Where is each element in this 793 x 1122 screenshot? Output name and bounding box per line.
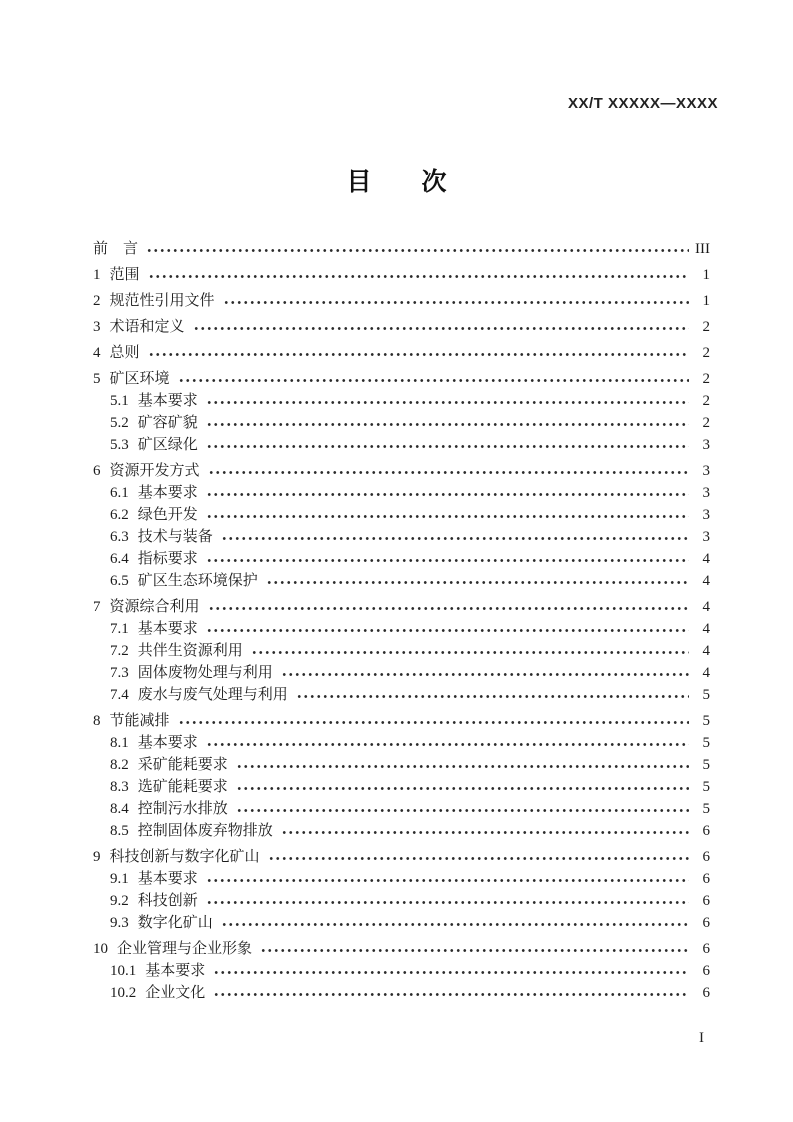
toc-entry — [93, 238, 710, 260]
toc-entry — [93, 526, 710, 548]
toc-entry-page: 2 — [702, 345, 710, 361]
toc-entry-label: 术语和定义 — [109, 319, 185, 335]
toc-entry — [93, 732, 710, 754]
toc-entry-page: 6 — [702, 893, 710, 909]
toc-entry-label: 控制固体废弃物排放 — [137, 823, 273, 839]
toc-entry — [93, 390, 710, 412]
toc-entry-number: 6.2 — [110, 507, 129, 523]
toc-entry-page: 5 — [702, 735, 710, 751]
toc-entry-number: 8.2 — [110, 757, 129, 773]
toc-entry-label: 节能减排 — [109, 713, 170, 729]
toc-entry-number: 8.1 — [110, 735, 129, 751]
toc-entry-label: 采矿能耗要求 — [137, 757, 228, 773]
toc-list — [93, 234, 710, 1004]
dot-leader — [206, 393, 689, 405]
toc-entry-page: 4 — [702, 551, 710, 567]
toc-entry-page: 6 — [702, 915, 710, 931]
toc-entry-number: 6.4 — [110, 551, 129, 567]
toc-entry-label: 范围 — [109, 267, 140, 283]
toc-entry — [93, 912, 710, 934]
dot-leader — [206, 551, 689, 563]
dot-leader — [206, 621, 689, 633]
toc-entry — [93, 316, 710, 338]
toc-entry-number: 10 — [93, 941, 108, 957]
toc-entry-label: 基本要求 — [137, 735, 198, 751]
toc-entry-page: 6 — [702, 849, 710, 865]
toc-entry — [93, 640, 710, 662]
toc-entry-number: 6.1 — [110, 485, 129, 501]
dot-leader — [193, 319, 689, 331]
toc-entry — [93, 412, 710, 434]
toc-entry-number: 1 — [93, 267, 101, 283]
dot-leader — [266, 573, 689, 585]
toc-entry-page: 3 — [702, 529, 710, 545]
toc-entry-number: 7.4 — [110, 687, 129, 703]
toc-entry-label: 共伴生资源利用 — [137, 643, 243, 659]
toc-entry — [93, 264, 710, 286]
dot-leader — [213, 985, 689, 997]
dot-leader — [213, 963, 689, 975]
toc-entry-number: 7.1 — [110, 621, 129, 637]
toc-entry — [93, 368, 710, 390]
toc-entry-label: 基本要求 — [137, 871, 198, 887]
toc-entry-page: 5 — [702, 801, 710, 817]
toc-entry — [93, 754, 710, 776]
toc-entry-number: 9.1 — [110, 871, 129, 887]
dot-leader — [281, 665, 689, 677]
toc-entry-label: 选矿能耗要求 — [137, 779, 228, 795]
toc-entry-page: 4 — [702, 665, 710, 681]
dot-leader — [281, 823, 689, 835]
toc-entry-number: 6.5 — [110, 573, 129, 589]
toc-entry-label: 资源开发方式 — [109, 463, 200, 479]
dot-leader — [221, 915, 689, 927]
dot-leader — [236, 779, 689, 791]
dot-leader — [221, 529, 689, 541]
toc-entry-number: 5.3 — [110, 437, 129, 453]
toc-entry — [93, 982, 710, 1004]
toc-entry-page: 1 — [702, 267, 710, 283]
toc-entry-number: 5.1 — [110, 393, 129, 409]
toc-entry-number: 8 — [93, 713, 101, 729]
toc-entry — [93, 662, 710, 684]
dot-leader — [146, 241, 689, 253]
toc-entry-number: 9.3 — [110, 915, 129, 931]
toc-entry-label: 固体废物处理与利用 — [137, 665, 273, 681]
dot-leader — [251, 643, 689, 655]
toc-entry — [93, 618, 710, 640]
dot-leader — [236, 801, 689, 813]
toc-entry-page: 4 — [702, 599, 710, 615]
toc-entry — [93, 482, 710, 504]
toc-entry-label: 科技创新与数字化矿山 — [109, 849, 260, 865]
toc-entry-page: 6 — [702, 871, 710, 887]
toc-entry-label: 企业文化 — [145, 985, 206, 1001]
toc-entry-page: 5 — [702, 713, 710, 729]
toc-entry-number: 7 — [93, 599, 101, 615]
dot-leader — [148, 267, 689, 279]
toc-entry — [93, 938, 710, 960]
dot-leader — [268, 849, 689, 861]
toc-entry-page: 4 — [702, 621, 710, 637]
toc-entry-number: 9 — [93, 849, 101, 865]
toc-entry — [93, 684, 710, 706]
toc-entry-page: 2 — [702, 371, 710, 387]
page-title: 目 次 — [346, 168, 447, 196]
toc-entry-page: III — [695, 241, 710, 257]
toc-entry-number: 10.2 — [110, 985, 137, 1001]
toc-entry-page: 6 — [702, 963, 710, 979]
dot-leader — [178, 713, 689, 725]
dot-leader — [178, 371, 689, 383]
toc-entry-number: 7.3 — [110, 665, 129, 681]
toc-entry — [93, 434, 710, 456]
toc-entry-label: 前 言 — [93, 241, 139, 257]
toc-entry-label: 总则 — [109, 345, 140, 361]
toc-entry — [93, 342, 710, 364]
toc-entry-number: 2 — [93, 293, 101, 309]
toc-entry-page: 2 — [702, 319, 710, 335]
toc-entry-label: 基本要求 — [137, 485, 198, 501]
toc-entry-label: 科技创新 — [137, 893, 198, 909]
dot-leader — [208, 463, 689, 475]
toc-entry-label: 技术与装备 — [137, 529, 213, 545]
toc-entry-number: 8.3 — [110, 779, 129, 795]
toc-entry-page: 5 — [702, 779, 710, 795]
toc-entry — [93, 596, 710, 618]
toc-entry-page: 4 — [702, 573, 710, 589]
toc-entry — [93, 846, 710, 868]
toc-entry-number: 4 — [93, 345, 101, 361]
toc-entry-page: 3 — [702, 507, 710, 523]
toc-entry-page: 2 — [702, 393, 710, 409]
toc-entry-label: 规范性引用文件 — [109, 293, 215, 309]
toc-entry-label: 企业管理与企业形象 — [117, 941, 253, 957]
dot-leader — [208, 599, 689, 611]
toc-entry-label: 基本要求 — [145, 963, 206, 979]
toc-entry-label: 控制污水排放 — [137, 801, 228, 817]
toc-entry — [93, 570, 710, 592]
dot-leader — [223, 293, 689, 305]
toc-entry — [93, 710, 710, 732]
toc-entry — [93, 776, 710, 798]
toc-entry — [93, 548, 710, 570]
toc-entry-number: 10.1 — [110, 963, 137, 979]
toc-entry-page: 4 — [702, 643, 710, 659]
toc-entry-number: 6 — [93, 463, 101, 479]
toc-entry-page: 6 — [702, 985, 710, 1001]
toc-entry-label: 数字化矿山 — [137, 915, 213, 931]
toc-entry — [93, 460, 710, 482]
toc-entry-page: 2 — [702, 415, 710, 431]
toc-entry-page: 3 — [702, 463, 710, 479]
toc-entry — [93, 868, 710, 890]
toc-entry-page: 6 — [702, 823, 710, 839]
toc-entry-number: 8.5 — [110, 823, 129, 839]
toc-entry-label: 矿区环境 — [109, 371, 170, 387]
standard-code: XX/T XXXXX—XXXX — [567, 95, 718, 112]
toc-entry-page: 5 — [702, 757, 710, 773]
dot-leader — [148, 345, 689, 357]
dot-leader — [206, 485, 689, 497]
toc-entry-page: 1 — [702, 293, 710, 309]
toc-entry-number: 8.4 — [110, 801, 129, 817]
dot-leader — [260, 941, 689, 953]
dot-leader — [296, 687, 689, 699]
toc-entry-page: 3 — [702, 437, 710, 453]
dot-leader — [206, 735, 689, 747]
toc-entry — [93, 890, 710, 912]
toc-entry — [93, 820, 710, 842]
toc-entry — [93, 504, 710, 526]
dot-leader — [236, 757, 689, 769]
toc-entry-page: 3 — [702, 485, 710, 501]
toc-entry-label: 资源综合利用 — [109, 599, 200, 615]
toc-entry-label: 绿色开发 — [137, 507, 198, 523]
toc-entry-number: 9.2 — [110, 893, 129, 909]
toc-entry-number: 3 — [93, 319, 101, 335]
dot-leader — [206, 415, 689, 427]
toc-entry-page: 5 — [702, 687, 710, 703]
toc-entry-number: 5 — [93, 371, 101, 387]
toc-entry-label: 矿区绿化 — [137, 437, 198, 453]
toc-entry — [93, 798, 710, 820]
toc-entry-number: 7.2 — [110, 643, 129, 659]
toc-entry-page: 6 — [702, 941, 710, 957]
toc-entry — [93, 960, 710, 982]
footer-page-number: I — [699, 1030, 704, 1046]
toc-entry — [93, 290, 710, 312]
dot-leader — [206, 507, 689, 519]
toc-entry-label: 矿容矿貌 — [137, 415, 198, 431]
toc-entry-label: 废水与废气处理与利用 — [137, 687, 288, 703]
dot-leader — [206, 437, 689, 449]
dot-leader — [206, 893, 689, 905]
toc-entry-label: 基本要求 — [137, 621, 198, 637]
dot-leader — [206, 871, 689, 883]
toc-entry-label: 矿区生态环境保护 — [137, 573, 258, 589]
toc-entry-label: 指标要求 — [137, 551, 198, 567]
toc-entry-number: 6.3 — [110, 529, 129, 545]
toc-entry-label: 基本要求 — [137, 393, 198, 409]
toc-entry-number: 5.2 — [110, 415, 129, 431]
